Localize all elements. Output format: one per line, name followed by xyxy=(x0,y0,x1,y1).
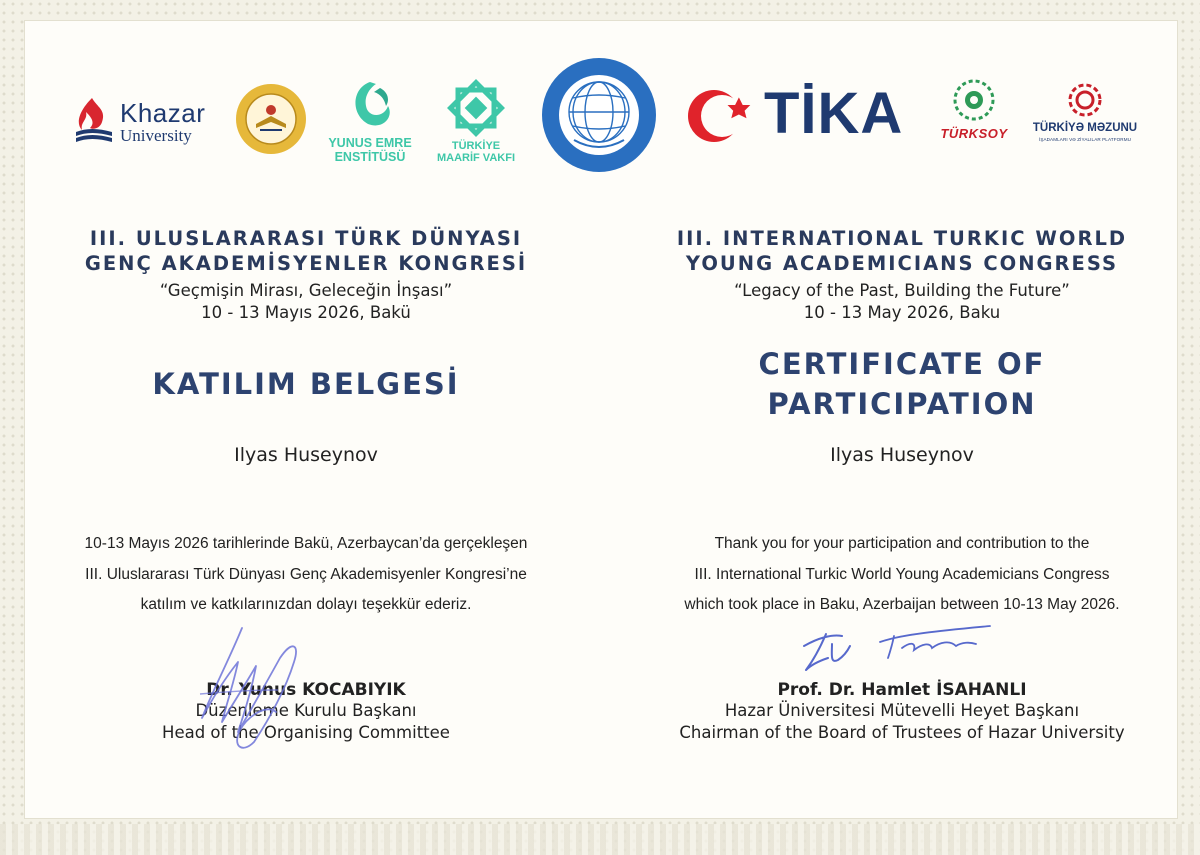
right-cert-title-line2: PARTICIPATION xyxy=(767,387,1037,421)
right-role-en: Chairman of the Board of Trustees of Hazar University xyxy=(679,723,1125,742)
right-certificate-title xyxy=(652,344,1152,424)
maarif-star-icon xyxy=(428,76,524,140)
turkiye-mezunu-sub: İŞADAMLARI VƏ ZİYALILAR PLATFORMU xyxy=(1038,137,1132,142)
left-role-en: Head of the Organising Committee xyxy=(162,723,450,742)
turksoy-name: TÜRKSOY xyxy=(940,126,1008,141)
gab-seal-logo xyxy=(540,56,658,174)
turksoy-emblem-icon xyxy=(928,78,1020,128)
right-signature-block xyxy=(652,680,1152,744)
khazar-flame-icon xyxy=(72,94,116,146)
right-handwritten-signature xyxy=(798,620,998,676)
yunus-emre-icon xyxy=(322,78,418,136)
maarif-vakfi-logo xyxy=(428,76,524,168)
right-thanks-line1: Thank you for your participation and contribution to the xyxy=(714,535,1090,552)
turkiye-mezunu-name: TÜRKİYƏ MƏZUNU xyxy=(1032,122,1138,134)
maarif-text xyxy=(428,140,524,164)
right-title-line1: III. INTERNATIONAL TURKIC WORLD xyxy=(676,227,1128,250)
khazar-sub: University xyxy=(120,126,192,145)
left-title-line2: GENÇ AKADEMİSYENLER KONGRESİ xyxy=(84,252,528,275)
gab-globe-icon xyxy=(540,56,658,174)
right-thanks-line3: which took place in Baku, Azerbaijan between 10-13 May 2026. xyxy=(684,596,1120,613)
adpu-seal-logo xyxy=(234,82,308,156)
right-dates: 10 - 13 May 2026, Baku xyxy=(803,303,1001,322)
right-recipient-name: Ilyas Huseynov xyxy=(830,444,974,466)
tika-name: TİKA xyxy=(764,81,904,146)
khazar-name: Khazar xyxy=(120,98,206,128)
turkiye-mezunu-emblem-icon xyxy=(1030,80,1140,122)
left-theme: “Geçmişin Mirası, Geleceğin İnşası” xyxy=(159,281,453,300)
right-theme: “Legacy of the Past, Building the Future” xyxy=(734,281,1070,300)
left-thanks-line1: 10-13 Mayıs 2026 tarihlerinde Bakü, Azerbaycan’da gerçekleşen xyxy=(84,535,528,552)
bottom-ornament-band xyxy=(0,824,1200,855)
right-thanks-text xyxy=(652,529,1152,621)
right-cert-title-line1: CERTIFICATE OF xyxy=(758,347,1046,381)
left-title-line1: III. ULUSLARARASI TÜRK DÜNYASI xyxy=(89,227,523,250)
yunus-emre-line2: ENSTİTÜSÜ xyxy=(334,150,406,164)
left-role-tr: Düzenleme Kurulu Başkanı xyxy=(195,701,417,720)
left-signatory-name: Dr. Yunus KOCABIYIK xyxy=(206,680,406,700)
maarif-line2: MAARİF VAKFI xyxy=(436,152,515,164)
right-signatory-name: Prof. Dr. Hamlet İSAHANLI xyxy=(777,680,1027,700)
left-thanks-text xyxy=(56,529,556,621)
yunus-emre-line1: YUNUS EMRE xyxy=(328,136,412,150)
right-role-tr: Hazar Üniversitesi Mütevelli Heyet Başkanı xyxy=(724,701,1080,720)
turkiye-mezunu-logo xyxy=(1030,80,1140,150)
turkish-crescent-icon xyxy=(684,86,764,146)
yunus-emre-text xyxy=(322,136,418,164)
yunus-emre-logo xyxy=(322,78,418,170)
adpu-seal-icon xyxy=(234,82,308,156)
tika-logo xyxy=(684,81,916,146)
left-handwritten-signature xyxy=(182,622,312,756)
left-dates: 10 - 13 Mayıs 2026, Bakü xyxy=(201,303,411,322)
turksoy-logo xyxy=(928,78,1020,148)
right-title-line2: YOUNG ACADEMICIANS CONGRESS xyxy=(685,252,1119,275)
left-thanks-line2: III. Uluslararası Türk Dünyası Genç Akademisyenler Kongresi’ne xyxy=(85,565,527,583)
left-congress-heading xyxy=(56,226,556,324)
left-certificate-title: KATILIM BELGESİ xyxy=(152,367,460,401)
right-congress-heading xyxy=(652,226,1152,324)
khazar-university-logo xyxy=(72,92,222,152)
left-recipient-name: Ilyas Huseynov xyxy=(234,444,378,466)
left-thanks-line3: katılım ve katkılarınızdan dolayı teşekkür ederiz. xyxy=(140,596,472,613)
maarif-line1: TÜRKİYE xyxy=(451,140,501,152)
right-thanks-line2: III. International Turkic World Young Academicians Congress xyxy=(694,565,1110,583)
